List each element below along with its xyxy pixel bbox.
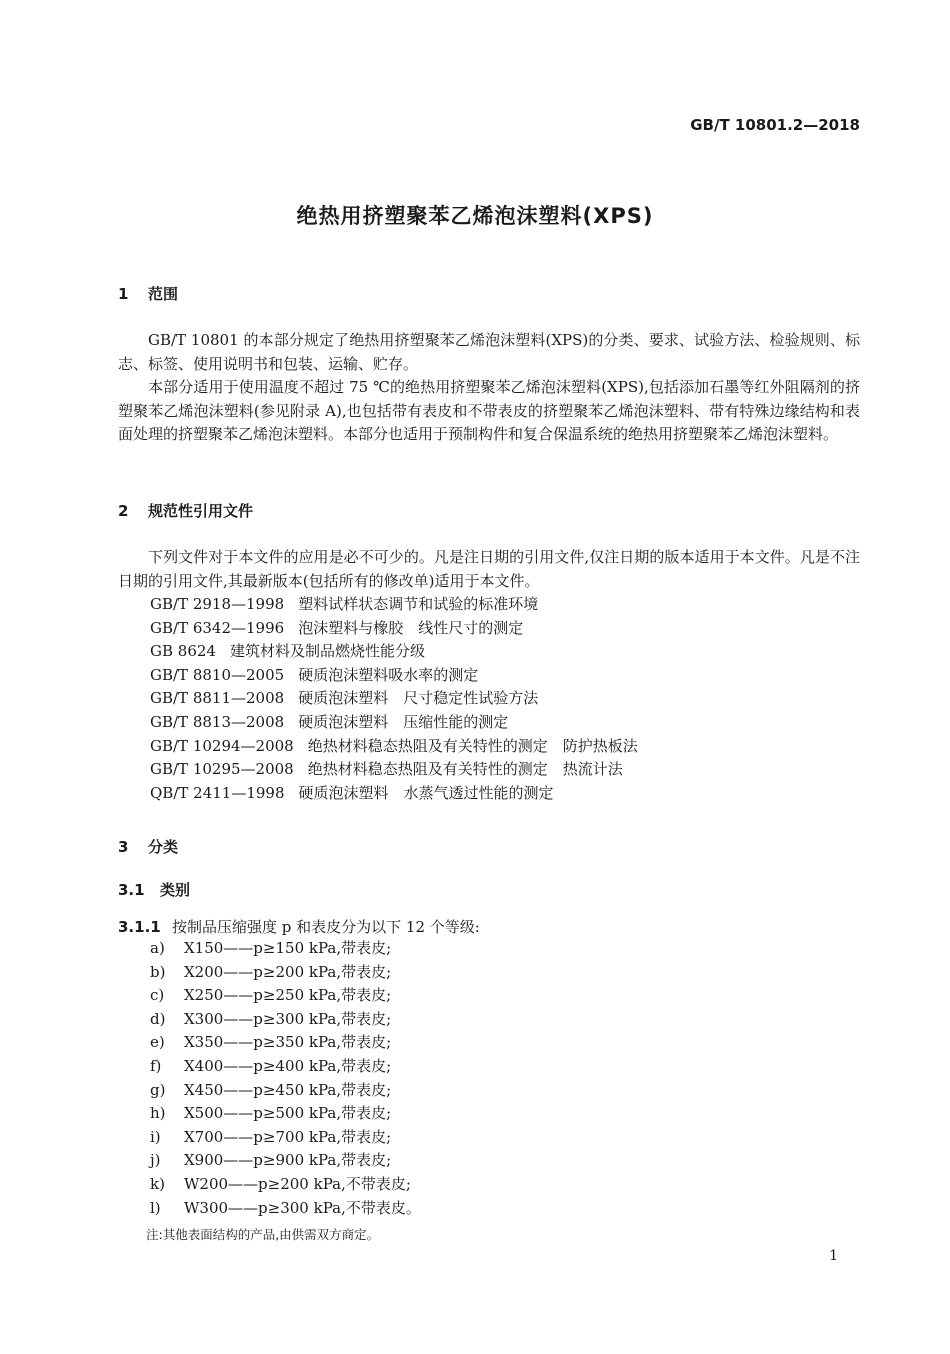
reference-item <box>150 711 638 735</box>
page-title: 绝热用挤塑聚苯乙烯泡沫塑料(XPS) <box>296 204 654 228</box>
reference-name: 绝热材料稳态热阻及有关特性的测定 热流计法 <box>307 760 623 779</box>
section-title: 规范性引用文件 <box>148 502 254 520</box>
reference-code: GB/T 8810—2005 <box>150 665 285 684</box>
page-number: 1 <box>829 1248 838 1264</box>
grade-label: e) <box>150 1033 165 1052</box>
section-3-heading <box>118 836 178 857</box>
grade-label: i) <box>150 1127 161 1146</box>
section-2-heading <box>118 500 253 521</box>
note: 注:其他表面结构的产品,由供需双方商定。 <box>146 1227 380 1242</box>
grade-label: k) <box>150 1174 165 1193</box>
grade-text: X200——p≥200 kPa,带表皮; <box>184 962 392 981</box>
grade-text: X400——p≥400 kPa,带表皮; <box>184 1056 392 1075</box>
reference-item <box>150 664 638 688</box>
grade-text: X150——p≥150 kPa,带表皮; <box>184 939 392 957</box>
grade-label: f) <box>150 1056 162 1075</box>
reference-item <box>150 593 638 617</box>
reference-name: 塑料试样状态调节和试验的标准环境 <box>298 595 539 613</box>
section-2-intro <box>118 546 860 593</box>
reference-item <box>150 687 638 711</box>
grade-text: X900——p≥900 kPa,带表皮; <box>184 1151 392 1170</box>
grade-label: b) <box>150 962 166 981</box>
grade-item <box>150 1031 421 1055</box>
reference-code: GB/T 6342—1996 <box>150 618 285 637</box>
grade-text: X350——p≥350 kPa,带表皮; <box>184 1033 392 1052</box>
reference-name: 硬质泡沫塑料 压缩性能的测定 <box>298 712 509 731</box>
grade-item <box>150 1197 421 1221</box>
reference-item <box>150 640 638 664</box>
grade-text: W200——p≥200 kPa,不带表皮; <box>184 1174 411 1193</box>
reference-item <box>150 782 638 806</box>
reference-name: 硬质泡沫塑料 水蒸气透过性能的测定 <box>298 783 554 802</box>
grade-item <box>150 1008 421 1032</box>
paragraph-text: 按制品压缩强度 p 和表皮分为以下 12 个等级: <box>172 918 480 936</box>
reference-item <box>150 735 638 759</box>
reference-code: GB/T 2918—1998 <box>150 595 285 613</box>
grade-item <box>150 1079 421 1103</box>
section-1-paragraph-1 <box>118 329 860 376</box>
reference-item <box>150 617 638 641</box>
reference-list <box>150 593 638 805</box>
grade-label: d) <box>150 1009 166 1028</box>
reference-name: 泡沫塑料与橡胶 线性尺寸的测定 <box>298 618 524 637</box>
grade-label: j) <box>150 1151 161 1170</box>
grade-item <box>150 937 421 961</box>
reference-code: GB 8624 <box>150 642 216 661</box>
section-number: 1 <box>118 285 129 303</box>
reference-name: 硬质泡沫塑料吸水率的测定 <box>298 665 479 684</box>
grade-item <box>150 1126 421 1150</box>
reference-code: QB/T 2411—1998 <box>150 783 285 802</box>
grade-item <box>150 961 421 985</box>
grade-item <box>150 1102 421 1126</box>
section-title: 分类 <box>148 838 179 856</box>
reference-name: 建筑材料及制品燃烧性能分级 <box>229 642 425 661</box>
reference-code: GB/T 8813—2008 <box>150 712 285 731</box>
grade-item <box>150 1173 421 1197</box>
grade-text: X300——p≥300 kPa,带表皮; <box>184 1009 392 1028</box>
section-1-heading <box>118 283 178 304</box>
section-number: 2 <box>118 502 129 520</box>
grade-text: X500——p≥500 kPa,带表皮; <box>184 1104 392 1123</box>
section-3-1-heading <box>118 879 190 900</box>
paragraph-text: 下列文件对于本文件的应用是必不可少的。凡是注日期的引用文件,仅注日期的版本适用于本文件。凡是不注日期的引用文件,其最新版本(包括所有的修改单)适用于本文件。 <box>118 548 860 590</box>
reference-name: 绝热材料稳态热阻及有关特性的测定 防护热板法 <box>307 736 638 755</box>
paragraph-text: 本部分适用于使用温度不超过 75 ℃的绝热用挤塑聚苯乙烯泡沫塑料(XPS),包括添加石墨等红外阻隔剂的挤塑聚苯乙烯泡沫塑料(参见附录 A),也包括带有表皮和不带表皮的挤塑聚苯乙烯泡沫塑料、带有特殊边缘结构和表面处理的挤塑聚苯乙烯泡沫塑料。本部分也适用于预制构件和复合保温系统的绝热用挤塑聚苯乙烯泡沫塑料。 <box>118 378 860 443</box>
section-title: 类别 <box>160 881 191 899</box>
grade-label: l) <box>150 1198 161 1217</box>
grade-text: X700——p≥700 kPa,带表皮; <box>184 1127 392 1146</box>
grade-list <box>150 937 421 1220</box>
grade-label: a) <box>150 939 165 957</box>
grade-item <box>150 984 421 1008</box>
grade-label: h) <box>150 1104 166 1123</box>
reference-code: GB/T 10294—2008 <box>150 736 294 755</box>
reference-name: 硬质泡沫塑料 尺寸稳定性试验方法 <box>298 689 539 708</box>
reference-item <box>150 758 638 782</box>
grade-text: W300——p≥300 kPa,不带表皮。 <box>184 1198 421 1217</box>
section-number: 3.1.1 <box>118 918 161 936</box>
grade-label: c) <box>150 986 165 1005</box>
grade-item <box>150 1149 421 1173</box>
reference-code: GB/T 8811—2008 <box>150 689 285 708</box>
document-id: GB/T 10801.2—2018 <box>690 116 860 134</box>
reference-code: GB/T 10295—2008 <box>150 760 294 779</box>
section-number: 3 <box>118 838 129 856</box>
grade-label: g) <box>150 1080 166 1099</box>
grade-text: X450——p≥450 kPa,带表皮; <box>184 1080 392 1099</box>
section-3-1-1-text <box>118 916 480 937</box>
paragraph-text: GB/T 10801 的本部分规定了绝热用挤塑聚苯乙烯泡沫塑料(XPS)的分类、要求、试验方法、检验规则、标志、标签、使用说明书和包装、运输、贮存。 <box>118 331 860 373</box>
section-1-paragraph-2 <box>118 376 860 447</box>
grade-text: X250——p≥250 kPa,带表皮; <box>184 986 392 1005</box>
section-number: 3.1 <box>118 881 145 899</box>
section-title: 范围 <box>148 285 179 303</box>
grade-item <box>150 1055 421 1079</box>
